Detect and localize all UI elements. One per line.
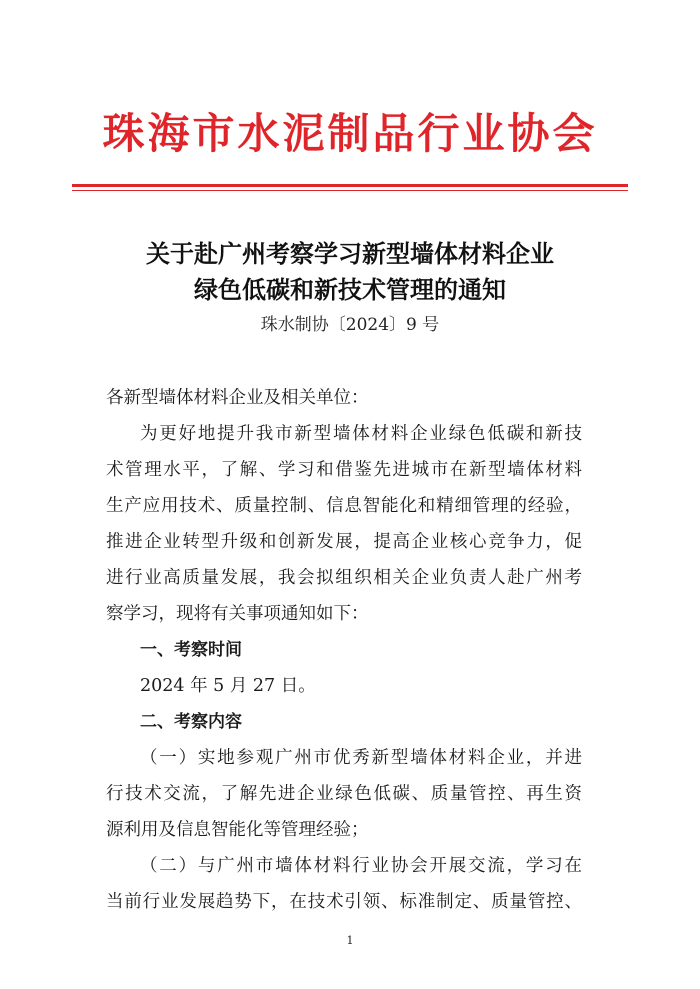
item-1-line: （一）实地参观广州市优秀新型墙体材料企业，并进 — [140, 748, 582, 768]
organization-name: 珠海市水泥制品行业协会 — [102, 109, 598, 158]
header-rule-thin — [72, 190, 628, 191]
item-2-line: 当前行业发展趋势下，在技术引领、标准制定、质量管控、 — [106, 892, 582, 912]
page-number: 1 — [346, 934, 354, 947]
intro-line: 察学习，现将有关事项通知如下： — [106, 604, 369, 624]
intro-line: 生产应用技术、质量控制、信息智能化和精细管理的经验， — [106, 496, 582, 516]
intro-line: 为更好地提升我市新型墙体材料企业绿色低碳和新技 — [140, 424, 582, 444]
document-title-line-2: 绿色低碳和新技术管理的通知 — [194, 275, 506, 304]
header-rule-thick — [72, 184, 628, 187]
salutation: 各新型墙体材料企业及相关单位： — [106, 388, 369, 408]
section-text-date: 2024 年 5 月 27 日。 — [140, 676, 316, 696]
section-heading-content: 二、考察内容 — [140, 712, 242, 732]
intro-line: 进行业高质量发展，我会拟组织相关企业负责人赴广州考 — [106, 568, 582, 588]
section-heading-time: 一、考察时间 — [140, 640, 242, 660]
document-title-line-1: 关于赴广州考察学习新型墙体材料企业 — [146, 239, 554, 268]
intro-line: 推进企业转型升级和创新发展，提高企业核心竞争力，促 — [106, 532, 582, 552]
item-2-line: （二）与广州市墙体材料行业协会开展交流，学习在 — [140, 856, 582, 876]
item-1-line: 行技术交流，了解先进企业绿色低碳、质量管控、再生资 — [106, 784, 582, 804]
document-number: 珠水制协〔2024〕9 号 — [260, 315, 440, 335]
item-1-line: 源利用及信息智能化等管理经验； — [106, 820, 369, 840]
intro-line: 术管理水平，了解、学习和借鉴先进城市在新型墙体材料 — [106, 460, 582, 480]
